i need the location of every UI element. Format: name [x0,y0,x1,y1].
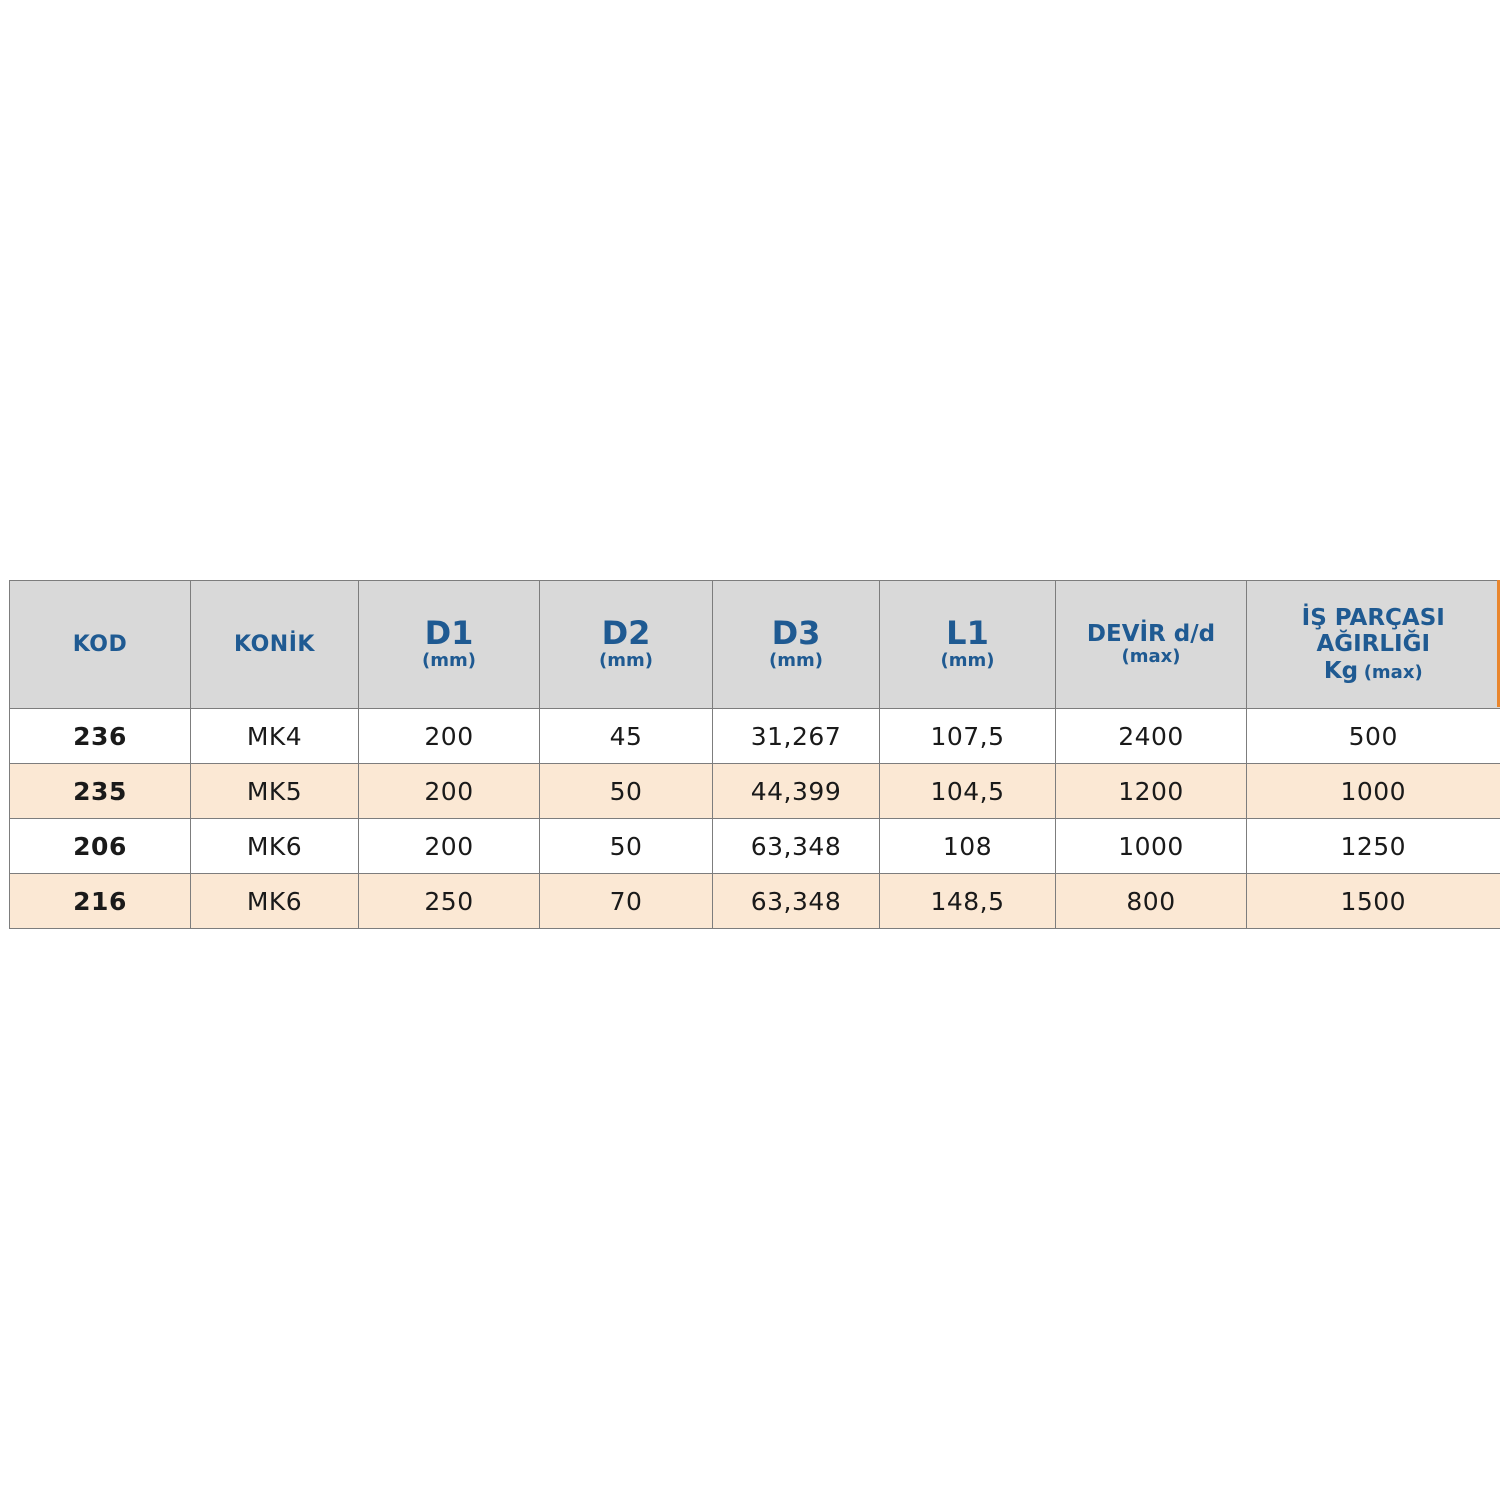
header-devir [1056,581,1247,709]
cell-l1: 104,5 [880,764,1056,819]
header-d1 [359,581,540,709]
cell-devir: 1200 [1056,764,1247,819]
header-d1-label: D1 [424,614,474,653]
cell-d1: 250 [359,874,540,929]
header-d2-label: D2 [601,614,651,653]
cell-d2: 70 [540,874,713,929]
spec-table [9,580,1500,929]
table-row [10,874,1500,929]
header-agirlik-unit: (max) [1363,661,1423,683]
header-l1-label: L1 [946,614,989,653]
header-l1-unit: (mm) [940,649,995,671]
cell-d2: 50 [540,764,713,819]
header-agirlik [1247,581,1500,709]
cell-agirlik: 1500 [1247,874,1500,929]
header-konik [191,581,359,709]
cell-konik: MK6 [191,819,359,874]
header-devir-unit: (max) [1121,646,1181,668]
header-agirlik-line1: İŞ PARÇASI [1301,604,1445,631]
cell-d3: 63,348 [713,874,880,929]
header-d2-unit: (mm) [599,649,653,671]
cell-d3: 63,348 [713,819,880,874]
cell-agirlik: 1250 [1247,819,1500,874]
header-kod-label: KOD [72,631,128,657]
cell-kod: 235 [10,764,191,819]
cell-d2: 45 [540,709,713,764]
header-d3-unit: (mm) [769,649,823,671]
cell-devir: 1000 [1056,819,1247,874]
cell-l1: 107,5 [880,709,1056,764]
cell-konik: MK5 [191,764,359,819]
header-agirlik-kg: Kg [1323,657,1359,684]
cell-kod: 236 [10,709,191,764]
cell-kod: 206 [10,819,191,874]
cell-konik: MK6 [191,874,359,929]
header-d3 [713,581,880,709]
header-kod [10,581,191,709]
cell-agirlik: 1000 [1247,764,1500,819]
header-d2 [540,581,713,709]
cell-d2: 50 [540,819,713,874]
cell-l1: 108 [880,819,1056,874]
cell-d3: 44,399 [713,764,880,819]
header-row [10,581,1500,709]
header-agirlik-line2: AĞIRLIĞI [1316,631,1431,658]
cell-devir: 2400 [1056,709,1247,764]
table-row [10,764,1500,819]
header-d1-unit: (mm) [422,649,476,671]
header-d3-label: D3 [771,614,821,653]
cell-d1: 200 [359,764,540,819]
cell-kod: 216 [10,874,191,929]
cell-agirlik: 500 [1247,709,1500,764]
cell-devir: 800 [1056,874,1247,929]
header-devir-label: DEVİR d/d [1086,620,1216,647]
cell-d3: 31,267 [713,709,880,764]
cell-l1: 148,5 [880,874,1056,929]
table-row [10,819,1500,874]
cell-d1: 200 [359,709,540,764]
cell-konik: MK4 [191,709,359,764]
header-l1 [880,581,1056,709]
table-row [10,709,1500,764]
header-konik-label: KONİK [234,631,315,657]
cell-d1: 200 [359,819,540,874]
